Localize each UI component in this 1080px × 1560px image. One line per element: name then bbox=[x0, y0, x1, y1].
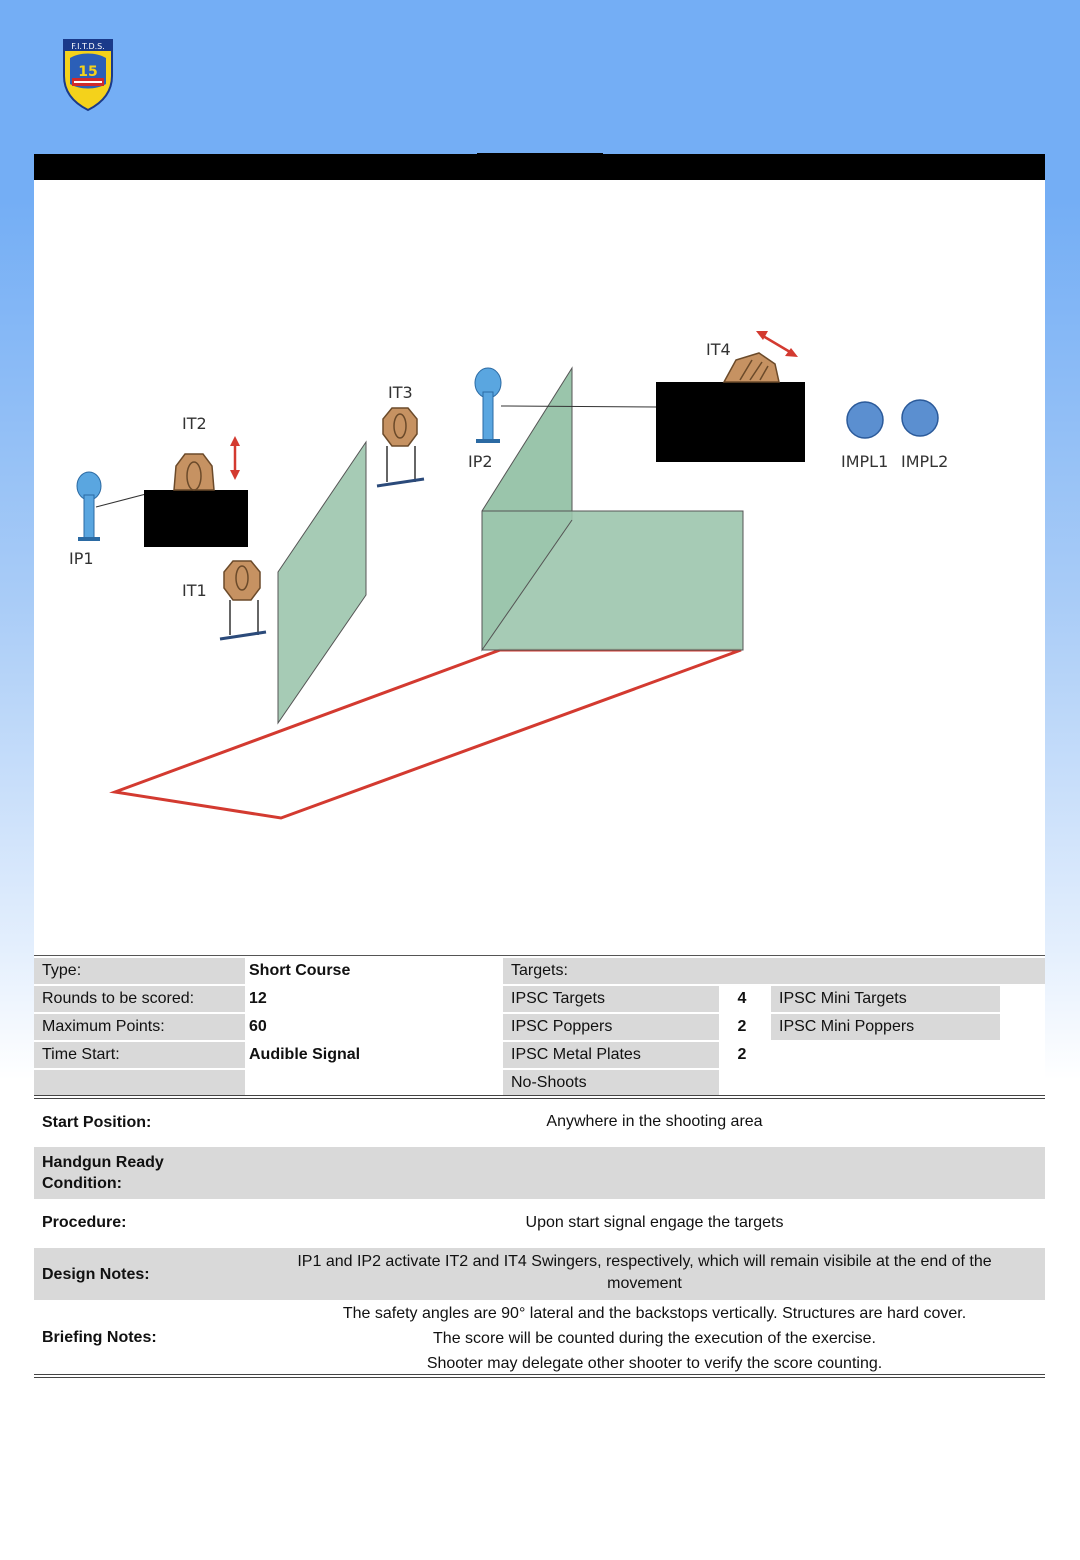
stage-header-bar bbox=[34, 154, 1045, 180]
target-it4 bbox=[724, 353, 779, 382]
ready-condition-label: Handgun Ready Condition: bbox=[42, 1154, 164, 1192]
popper-ip2 bbox=[475, 368, 501, 443]
swinger-arrow-it2 bbox=[230, 436, 240, 480]
start-position-value: Anywhere in the shooting area bbox=[546, 1113, 763, 1130]
target-type-row: IPSC Metal Plates bbox=[503, 1042, 719, 1068]
stage-diagram-panel bbox=[34, 180, 1045, 955]
stage-diagram bbox=[34, 180, 1045, 955]
label-it4: IT4 bbox=[706, 340, 731, 359]
briefing-line: Shooter may delegate other shooter to verify the score counting. bbox=[426, 1355, 883, 1372]
procedure-row bbox=[34, 1199, 1045, 1248]
procedure-value: Upon start signal engage the targets bbox=[525, 1214, 784, 1231]
fitds-shield-logo bbox=[60, 38, 116, 112]
type-value: Short Course bbox=[249, 962, 351, 979]
svg-text:15: 15 bbox=[78, 64, 98, 80]
wall-box-front bbox=[482, 511, 743, 650]
target-it3 bbox=[377, 408, 424, 486]
start-position-row bbox=[34, 1099, 1045, 1147]
label-impl2: IMPL2 bbox=[901, 452, 949, 471]
design-notes-row bbox=[34, 1248, 1045, 1300]
rounds-label: Rounds to be scored: bbox=[34, 986, 245, 1012]
label-ip2: IP2 bbox=[468, 452, 493, 471]
time-start-value: Audible Signal bbox=[249, 1046, 361, 1063]
empty-label-cell bbox=[34, 1070, 245, 1096]
procedure-label: Procedure: bbox=[42, 1214, 127, 1231]
briefing-notes-row bbox=[34, 1300, 1045, 1374]
briefing-notes-label: Briefing Notes: bbox=[42, 1329, 157, 1346]
target-type-row: No-Shoots bbox=[503, 1070, 719, 1096]
max-points-value: 60 bbox=[249, 1018, 267, 1035]
rounds-value: 12 bbox=[249, 990, 267, 1007]
target-count bbox=[732, 1070, 752, 1096]
target-it1 bbox=[220, 561, 266, 639]
target-type-row: IPSC Poppers bbox=[503, 1014, 719, 1040]
briefing-line: The safety angles are 90° lateral and the backstops vertically. Structures are hard cover. bbox=[342, 1305, 967, 1322]
shooting-area-fault-line bbox=[115, 650, 741, 818]
type-label: Type: bbox=[34, 958, 245, 984]
hard-cover-block-it2 bbox=[144, 490, 248, 547]
stage-info-table bbox=[34, 955, 1045, 1098]
notes-bottom-divider bbox=[34, 1374, 1045, 1378]
max-points-label: Maximum Points: bbox=[34, 1014, 245, 1040]
mini-target-row: IPSC Mini Targets bbox=[771, 986, 1000, 1012]
targets-label: Targets: bbox=[503, 958, 1045, 984]
target-count: 2 bbox=[737, 1046, 747, 1063]
label-it1: IT1 bbox=[182, 581, 207, 600]
label-impl1: IMPL1 bbox=[841, 452, 889, 471]
mini-popper-impl1 bbox=[847, 402, 883, 438]
briefing-line: The score will be counted during the execution of the exercise. bbox=[433, 1330, 876, 1347]
ready-condition-row bbox=[34, 1147, 1045, 1199]
start-position-label: Start Position: bbox=[42, 1114, 152, 1131]
briefing-notes-value bbox=[264, 1301, 1045, 1376]
logo-text: F.I.T.D.S. bbox=[71, 42, 105, 51]
mini-popper-impl2 bbox=[902, 400, 938, 436]
design-notes-value: IP1 and IP2 activate IT2 and IT4 Swingers, respectively, which will remain visibile at the end of the movement bbox=[297, 1253, 992, 1292]
target-count: 2 bbox=[737, 1018, 747, 1035]
target-count: 4 bbox=[737, 990, 747, 1007]
stage-notes bbox=[34, 1099, 1045, 1374]
target-type-row: IPSC Targets bbox=[503, 986, 719, 1012]
time-start-label: Time Start: bbox=[34, 1042, 245, 1068]
swinger-arrow-it4 bbox=[756, 331, 798, 357]
label-ip1: IP1 bbox=[69, 549, 94, 568]
target-it2 bbox=[174, 454, 214, 490]
label-it3: IT3 bbox=[388, 383, 413, 402]
label-it2: IT2 bbox=[182, 414, 207, 433]
hard-cover-block-it4 bbox=[656, 382, 805, 462]
mini-target-row: IPSC Mini Poppers bbox=[771, 1014, 1000, 1040]
wall-diagonal-left bbox=[278, 442, 366, 723]
design-notes-label: Design Notes: bbox=[42, 1266, 150, 1283]
